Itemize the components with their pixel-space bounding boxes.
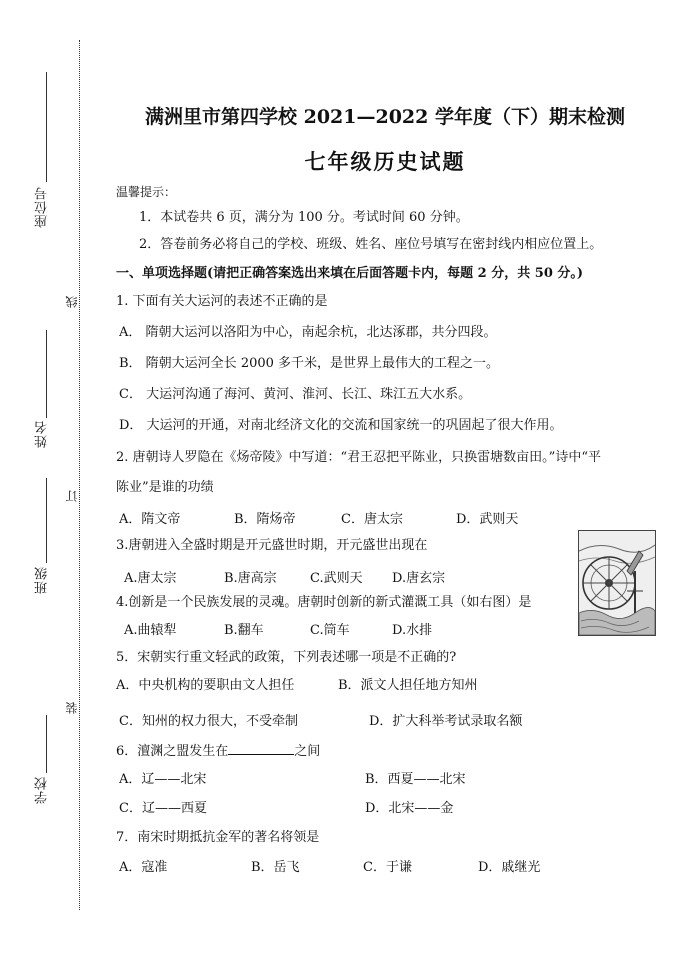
q5-option-a: A．中央机构的要职由文人担任 — [116, 678, 295, 693]
q2-option-c: C．唐太宗 — [341, 512, 403, 527]
q5-option-b: B．派文人担任地方知州 — [338, 678, 478, 693]
q7-stem: 7．南宋时期抵抗金军的著名将领是 — [116, 830, 320, 845]
q6-stem-pre: 6．澶渊之盟发生在 — [116, 744, 229, 759]
q5-option-c: C．知州的权力很大，不受牵制 — [119, 714, 298, 729]
q3-option-d: D.唐玄宗 — [392, 571, 446, 586]
q3-option-a: A.唐太宗 — [124, 571, 177, 586]
note-item-2: 2．答卷前务必将自己的学校、班级、姓名、座位号填写在密封线内相应位置上。 — [139, 237, 603, 252]
school-label: 学校 — [35, 776, 50, 804]
q6-option-b: B．西夏——北宋 — [365, 772, 466, 787]
q2-option-d: D．武则天 — [456, 512, 519, 527]
q4-option-b: B.翻车 — [224, 623, 264, 638]
binding-char-zhuang: 装 — [65, 702, 79, 714]
school-line — [46, 715, 47, 773]
name-label: 姓名 — [35, 420, 50, 448]
q7-option-c: C．于谦 — [363, 860, 412, 875]
note-item-1: 1．本试卷共 6 页，满分为 100 分。考试时间 60 分钟。 — [139, 210, 469, 225]
q1-option-a: A． 隋朝大运河以洛阳为中心，南起余杭，北达涿郡，共分四段。 — [119, 325, 497, 340]
q5-option-d: D．扩大科举考试录取名额 — [369, 714, 523, 729]
binding-char-ding: 订 — [65, 490, 79, 502]
class-line — [46, 478, 47, 563]
q6-stem-post: 之间 — [294, 744, 321, 759]
q4-option-d: D.水排 — [392, 623, 433, 638]
q6-option-d: D．北宋——金 — [365, 801, 454, 816]
q6-stem — [116, 740, 320, 759]
q1-option-d: D． 大运河的开通，对南北经济文化的交流和国家统一的巩固起了很大作用。 — [119, 418, 563, 433]
seat-number-line — [46, 72, 47, 182]
class-label: 班级 — [35, 566, 50, 594]
binding-dotted-line — [79, 40, 80, 910]
section-heading: 一、单项选择题(请把正确答案选出来填在后面答题卡内，每题 2 分，共 50 分。) — [116, 266, 584, 281]
waterwheel-drawing-icon — [579, 531, 655, 635]
q3-stem: 3.唐朝进入全盛时期是开元盛世时期，开元盛世出现在 — [116, 538, 428, 553]
q4-option-c: C.筒车 — [310, 623, 350, 638]
q4-option-a: A.曲辕犁 — [124, 623, 177, 638]
q6-option-a: A．辽——北宋 — [119, 772, 207, 787]
seat-number-label: 座位号 — [35, 186, 50, 228]
q3-option-b: B.唐高宗 — [224, 571, 277, 586]
q2-stem-line1: 2. 唐朝诗人罗隐在《炀帝陵》中写道：“君王忍把平陈业，只换雷塘数亩田。”诗中“平 — [116, 450, 601, 465]
waterwheel-illustration — [578, 530, 656, 636]
notes-heading: 温馨提示： — [116, 185, 177, 199]
q6-option-c: C．辽——西夏 — [119, 801, 207, 816]
q7-option-d: D．戚继光 — [478, 860, 541, 875]
q2-stem-line2: 陈业”是谁的功绩 — [116, 480, 214, 495]
binding-char-xian: 线 — [65, 296, 79, 308]
q3-option-c: C.武则天 — [310, 571, 363, 586]
q2-option-a: A．隋文帝 — [119, 512, 181, 527]
q7-option-a: A．寇准 — [119, 860, 168, 875]
q4-stem: 4.创新是一个民族发展的灵魂。唐朝时创新的新式灌溉工具（如右图）是 — [116, 595, 532, 610]
q6-blank — [228, 742, 294, 755]
q1-option-c: C． 大运河沟通了海河、黄河、淮河、长江、珠江五大水系。 — [119, 387, 472, 402]
q1-stem: 1. 下面有关大运河的表述不正确的是 — [116, 294, 328, 309]
q2-option-b: B．隋炀帝 — [234, 512, 296, 527]
q7-option-b: B．岳飞 — [251, 860, 300, 875]
name-line — [46, 330, 47, 418]
exam-title: 满洲里市第四学校 2021—2022 学年度（下）期末检测 — [145, 106, 625, 128]
q1-option-b: B． 隋朝大运河全长 2000 多千米，是世界上最伟大的工程之一。 — [119, 356, 500, 371]
q5-stem: 5．宋朝实行重文轻武的政策，下列表述哪一项是不正确的? — [116, 650, 457, 665]
exam-subtitle: 七年级历史试题 — [304, 149, 466, 174]
